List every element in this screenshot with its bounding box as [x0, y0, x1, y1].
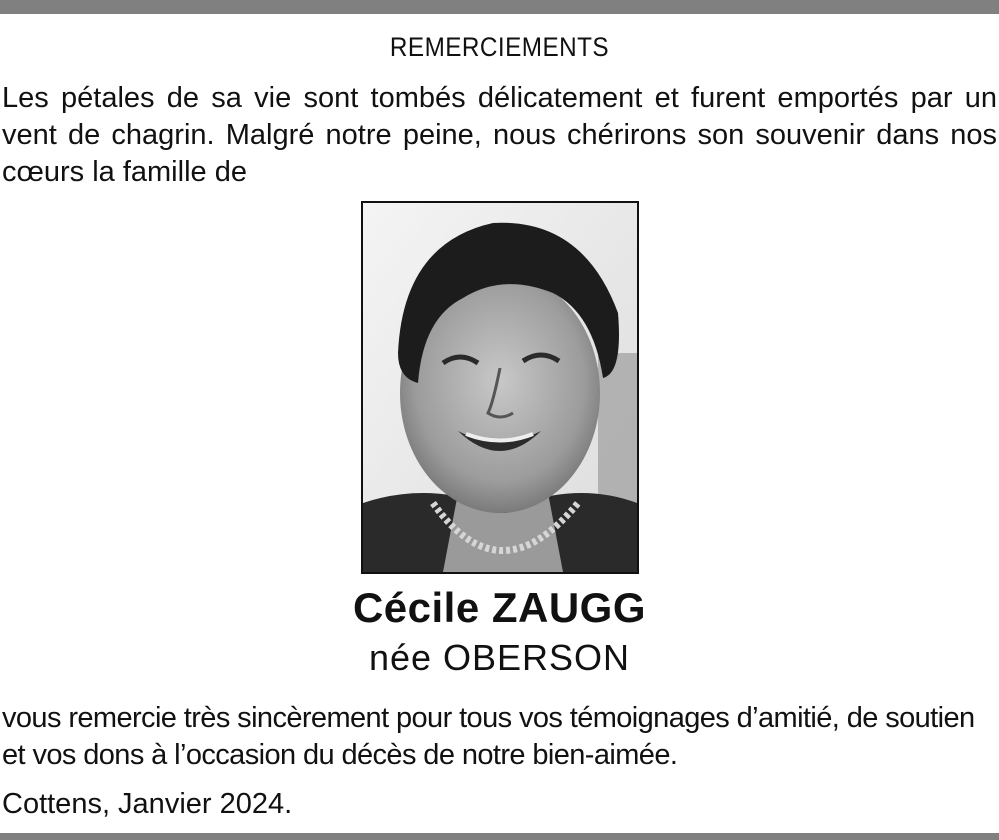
place-date: Cottens, Janvier 2024.	[2, 788, 293, 820]
portrait-photo	[361, 201, 639, 574]
maiden-name: née OBERSON	[368, 637, 631, 678]
bottom-rule	[0, 833, 999, 840]
top-rule	[0, 0, 999, 14]
deceased-name: Cécile ZAUGG	[352, 584, 647, 631]
notice-heading: REMERCIEMENTS	[389, 32, 610, 62]
intro-text: Les pétales de sa vie sont tombés délicatement et furent emportés par un vent de chagrin. Malgré notre peine, nous chérirons son souvenir dans nos cœurs la famille de	[2, 82, 997, 188]
thanks-text: vous remercie très sincèrement pour tous vos témoignages d’amitié, de soutien et vos dons à l’occasion du décès de notre bien-aimée.	[2, 702, 975, 771]
